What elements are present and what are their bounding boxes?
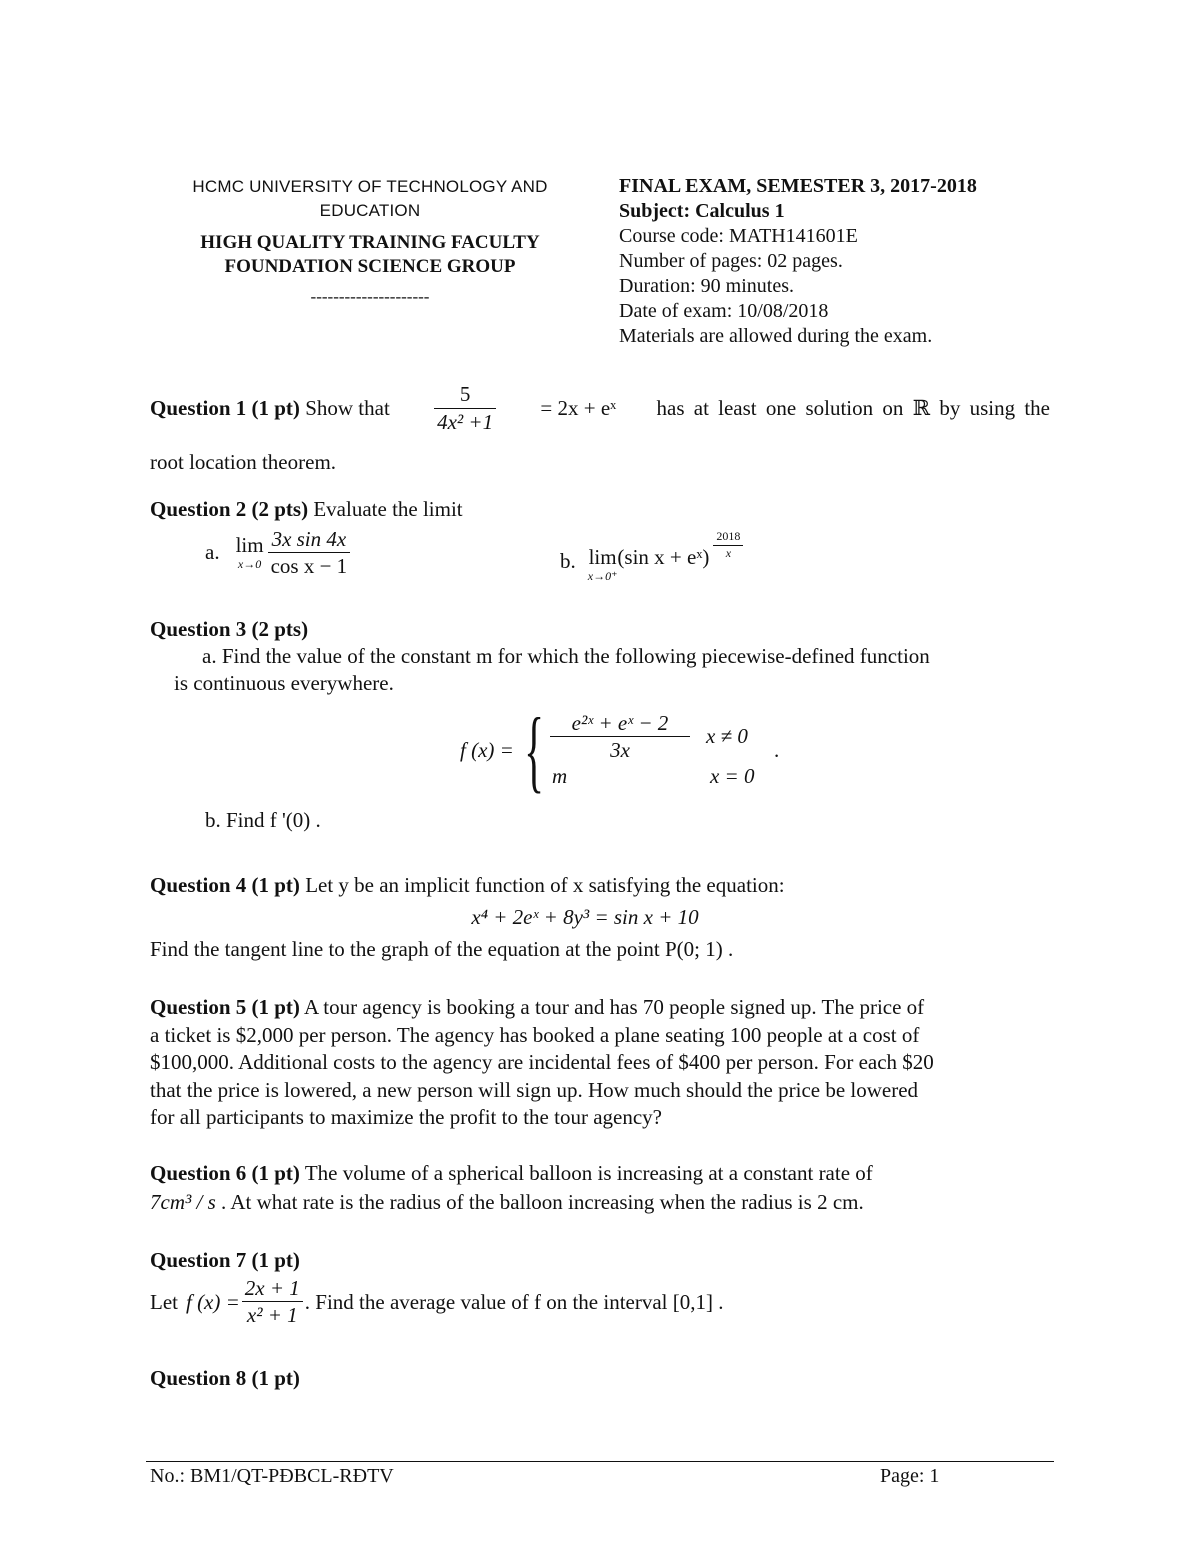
- question-1: [150, 380, 1050, 476]
- footer-doc-number: No.: BM1/QT-PĐBCL-RĐTV: [150, 1465, 394, 1487]
- question-4: [150, 869, 1050, 965]
- question-4-text: Let y be an implicit function of x satisfying the equation:: [305, 873, 785, 897]
- piecewise-cases: [550, 711, 770, 789]
- question-3-part-b: b. Find f '(0) .: [205, 808, 321, 832]
- case-2-condition: x = 0: [709, 764, 755, 789]
- question-6-label: Question 6 (1 pt): [150, 1161, 300, 1185]
- question-3-part-a-text: a. Find the value of the constant m for which the following piecewise-defined function: [202, 644, 930, 668]
- fraction-denominator: 3x: [610, 738, 630, 762]
- case-1-fraction: [550, 711, 690, 762]
- group-name: FOUNDATION SCIENCE GROUP: [224, 256, 516, 277]
- subject: Subject: Calculus 1: [619, 200, 785, 222]
- question-5-label: Question 5 (1 pt): [150, 995, 300, 1019]
- function-period: .: [773, 737, 780, 762]
- question-4-text2: Find the tangent line to the graph of the equation at the point P(0; 1) .: [150, 937, 734, 961]
- question-1-fraction: [434, 382, 496, 433]
- question-5: [150, 994, 1050, 1132]
- question-3: [150, 616, 1050, 697]
- exam-date: Date of exam: 10/08/2018: [619, 300, 829, 322]
- question-1-rhs: = 2x + eˣ: [540, 396, 617, 420]
- question-5-line: A tour agency is booking a tour and has 70 people signed up. The price of: [304, 995, 925, 1019]
- question-6-rate: 7cm³ / s: [150, 1190, 216, 1214]
- question-8-label: Question 8 (1 pt): [150, 1366, 300, 1390]
- question-1-text-a: Show that: [305, 396, 390, 420]
- question-7-fraction: [242, 1276, 303, 1327]
- question-7-let: Let: [150, 1289, 178, 1314]
- question-5-line: $100,000. Additional costs to the agency are incidental fees of $400 per person. For each $20: [150, 1050, 934, 1074]
- case-2-value: m: [551, 764, 568, 789]
- question-7-function-lhs: f (x) =: [185, 1289, 240, 1314]
- lim-subscript: x→0⁺: [587, 569, 618, 583]
- fraction-numerator: 2x + 1: [242, 1276, 303, 1302]
- piecewise-function: [460, 700, 779, 800]
- fraction-denominator: x² + 1: [246, 1303, 298, 1328]
- faculty-name: HIGH QUALITY TRAINING FACULTY: [200, 232, 540, 253]
- exponent-denominator: x: [725, 546, 732, 560]
- question-4-equation: x⁴ + 2eˣ + 8y³ = sin x + 10: [471, 905, 699, 929]
- question-2: [150, 495, 1050, 523]
- question-7-label: Question 7 (1 pt): [150, 1248, 300, 1272]
- question-7: [150, 1246, 1050, 1327]
- part-b-exponent: [713, 530, 743, 561]
- fraction-denominator: 4x² +1: [437, 409, 494, 434]
- footer-rule: [146, 1461, 1054, 1462]
- question-6-line1: The volume of a spherical balloon is increasing at a constant rate of: [304, 1161, 873, 1185]
- question-7-text: . Find the average value of f on the interval [0,1] .: [304, 1289, 724, 1314]
- part-a-fraction: [268, 527, 351, 578]
- fraction-numerator: 5: [434, 382, 496, 408]
- header-divider: ---------------------: [310, 287, 430, 306]
- question-6-line2: . At what rate is the radius of the balloon increasing when the radius is 2 cm.: [221, 1190, 864, 1214]
- materials-note: Materials are allowed during the exam.: [619, 325, 933, 347]
- part-b-label: b.: [560, 549, 576, 573]
- fraction-denominator: cos x − 1: [270, 554, 348, 579]
- header-right: [619, 174, 1059, 349]
- question-5-line: that the price is lowered, a new person will sign up. How much should the price be lowered: [150, 1077, 919, 1102]
- exponent-numerator: 2018: [713, 530, 743, 546]
- question-1-text-b: has at least one solution on ℝ by using the: [656, 396, 1050, 420]
- exam-title: FINAL EXAM, SEMESTER 3, 2017-2018: [619, 175, 977, 197]
- case-1-condition: x ≠ 0: [705, 724, 748, 748]
- question-2-part-a: [205, 527, 354, 578]
- part-a-limit: [236, 535, 264, 570]
- fraction-numerator: e²ˣ + eˣ − 2: [550, 711, 690, 737]
- question-6: [150, 1159, 1050, 1217]
- question-2-text: Evaluate the limit: [313, 497, 463, 521]
- question-5-line: a ticket is $2,000 per person. The agency has booked a plane seating 100 people at a cost of: [150, 1022, 920, 1047]
- course-code: Course code: MATH141601E: [619, 225, 858, 247]
- part-b-limit: [588, 547, 618, 582]
- footer-page-number: Page: 1: [880, 1465, 940, 1487]
- number-of-pages: Number of pages: 02 pages.: [619, 250, 843, 272]
- header-left: [150, 175, 590, 309]
- part-b-expression: (sin x + eˣ): [617, 545, 710, 569]
- question-3-part-a-text2: is continuous everywhere.: [174, 671, 394, 695]
- question-1-label: Question 1 (1 pt): [150, 396, 300, 420]
- question-1-text-c: root location theorem.: [150, 450, 337, 474]
- question-3-label: Question 3 (2 pts): [150, 617, 309, 641]
- lim-word: lim: [588, 545, 617, 569]
- question-2-part-b: [560, 523, 747, 582]
- university-name: HCMC UNIVERSITY OF TECHNOLOGY AND EDUCATION: [192, 177, 548, 220]
- question-5-line: for all participants to maximize the profit to the tour agency?: [150, 1105, 662, 1129]
- question-2-label: Question 2 (2 pts): [150, 497, 309, 521]
- question-4-label: Question 4 (1 pt): [150, 873, 300, 897]
- duration: Duration: 90 minutes.: [619, 275, 794, 297]
- function-lhs: f (x) =: [460, 737, 514, 762]
- left-brace: {: [523, 699, 544, 801]
- part-a-label: a.: [205, 540, 220, 565]
- fraction-numerator: 3x sin 4x: [268, 527, 351, 553]
- lim-subscript: x→0: [237, 557, 262, 572]
- lim-word: lim: [235, 533, 264, 558]
- question-8: [150, 1364, 1050, 1392]
